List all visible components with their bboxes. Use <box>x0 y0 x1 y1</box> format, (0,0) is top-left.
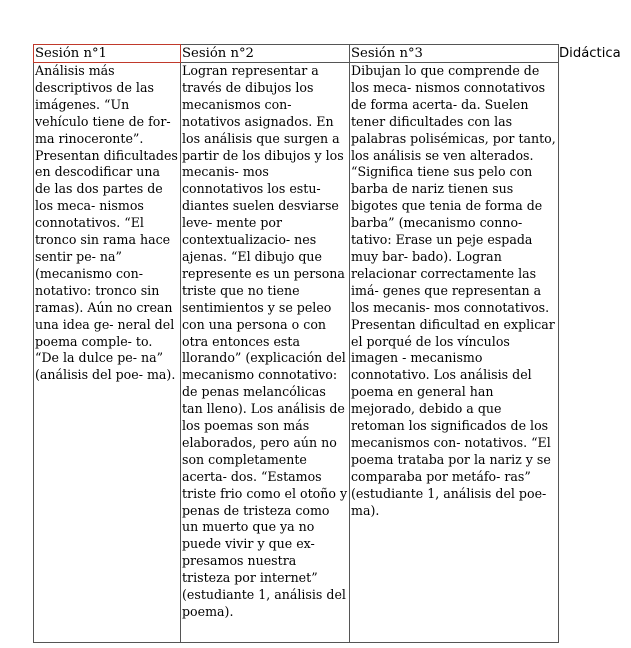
sessions-table <box>33 44 559 643</box>
cell-text: Análisis más descriptivos de las imágenes. “Un vehículo tiene de for- ma rinoceronte”. Presentan dificultades en descodificar una de las dos partes de los meca- nismos connotativos. “El tronco sin rama hace sentir pe- na” (mecanismo con- notativo: tronco sin ramas). Aún no crean una idea ge- neral del poema comple- to. “De la dulce pe- na” (análisis del poe- ma). <box>35 63 178 383</box>
table-row <box>34 63 559 643</box>
header-session-1: Sesión n°1 <box>34 45 181 63</box>
header-session-2: Sesión n°2 <box>181 45 350 63</box>
header-row <box>34 45 559 63</box>
cell-session-1 <box>34 63 181 643</box>
cell-session-3 <box>350 63 559 643</box>
side-label: Didáctica <box>559 46 621 61</box>
cell-text: Logran representar a través de dibujos los mecanismos con- notativos asignados. En los análisis que surgen a partir de los dibujos y los mecanis- mos connotativos los estu- diantes suelen desviarse leve- mente por contextualizacio- nes ajenas. “El dibujo que represente es un persona triste que no tiene sentimientos y se peleo con una persona o con otra entonces esta llorando” (explicación del mecanismo connotativo: de penas melancólicas tan lleno). Los análisis de los poemas son más elaborados, pero aún no son completamente acerta- dos. “Estamos triste frio como el otoño y penas de tristeza como un muerto que ya no puede vivir y que ex- presamos nuestra tristeza por internet” (estudiante 1, análisis del poema). <box>182 63 348 619</box>
cell-text: Dibujan lo que comprende de los meca- nismos connotativos de forma acerta- da. Suelen tener dificultades con las palabras polisémicas, por tanto, los análisis se ven alterados. “Significa tiene sus pelo con barba de nariz tienen sus bigotes que tenia de forma de barba” (mecanismo conno- tativo: Erase un peje espada muy bar- bado). Logran relacionar correctamente las imá- genes que representan a los mecanis- mos connotativos. Presentan dificultad en explicar el porqué de los vínculos imagen - mecanismo connotativo. Los análisis del poema en general han mejorado, debido a que retoman los significados de los mecanismos con- notativos. “El poema trataba por la nariz y se comparaba por metáfo- ras” (estudiante 1, análisis del poe- ma). <box>351 63 556 518</box>
cell-session-2 <box>181 63 350 643</box>
header-session-3: Sesión n°3 <box>350 45 559 63</box>
